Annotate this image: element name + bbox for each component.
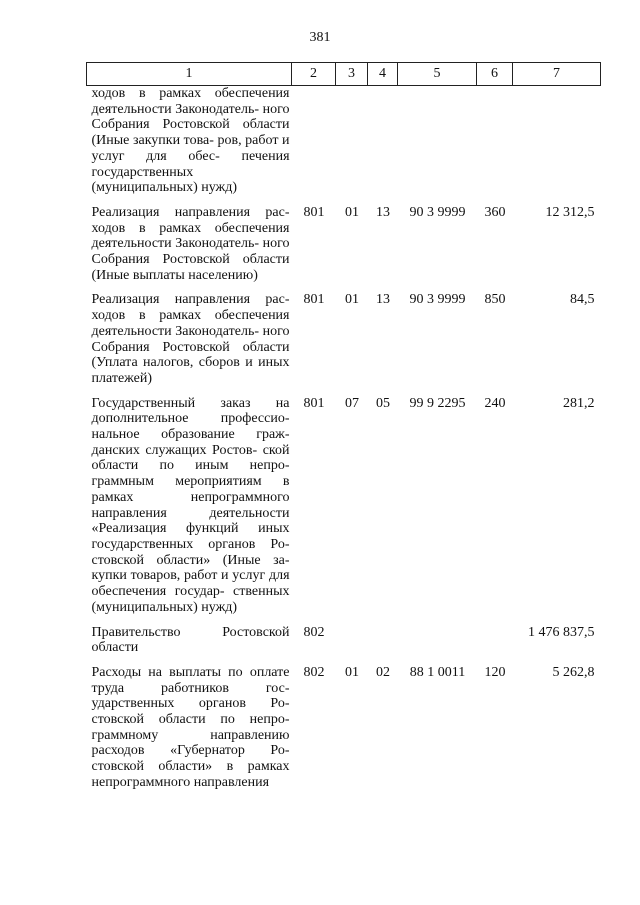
description-line: Реализация направления рас- [91,204,290,220]
row-amount: 1 476 837,5 [528,624,595,640]
row-code-4 [368,86,398,203]
row-code-4 [368,623,398,663]
description-line: непрограммного направления [91,774,270,790]
description-line: граммным мероприятиям в [91,474,290,490]
description-line: Расходы на выплаты по [91,664,243,680]
description-line: ного Собрания Ростовской [91,323,290,355]
row-code-5 [398,623,477,663]
description-line: «Реализация функций иных [91,521,290,537]
table-body [87,86,601,798]
description-line: нальное образование граж- [91,427,290,443]
description-line: печения государственных [91,148,290,180]
description-line: Правительство Ростовской [91,624,290,640]
description-line: купки товаров, работ и услуг [91,568,266,584]
description-line: дополнительное профессио- [91,411,290,427]
row-code-3: 01 [345,664,359,680]
row-description [87,394,292,623]
row-amount: 5 262,8 [552,664,595,680]
header-col-5: 5 [398,63,477,86]
row-code-5: 90 3 9999 [409,204,466,220]
row-code-6 [477,86,513,203]
row-code-2: 802 [303,664,325,680]
table-row [87,290,601,393]
row-amount: 84,5 [570,292,595,308]
description-line: ударственных органов Ро- [91,696,290,712]
description-line: нужд) [201,599,238,615]
description-line: ров, работ и услуг для обес- [91,133,290,164]
row-code-2: 801 [303,395,325,411]
row-code-2: 801 [303,292,325,308]
description-line: ской области по иным непро- [91,442,290,474]
description-line: оплате труда работников гос- [91,664,290,696]
row-code-4: 02 [376,664,390,680]
description-line: для обеспечения государ- [91,568,290,600]
row-description [87,86,292,203]
row-code-6: 120 [484,664,506,680]
description-line: деятельности Законодатель- [91,101,259,117]
description-line: граммному направлению [91,727,290,743]
header-col-6: 6 [477,63,513,86]
description-line: (муниципальных) нужд) [91,180,238,196]
row-amount: 12 312,5 [545,204,595,220]
description-line: ного Собрания Ростовской [91,101,290,133]
row-code-3 [336,623,368,663]
description-line: области (Иные выплаты [91,252,290,283]
row-code-5: 90 3 9999 [409,292,466,308]
description-line: ного Собрания Ростовской [91,236,290,268]
row-code-2 [292,86,336,203]
row-code-3: 01 [345,292,359,308]
table-row [87,394,601,623]
description-line: деятельности Законодатель- [91,323,259,339]
budget-table [86,62,601,798]
description-line: ходов в рамках обеспечения [91,220,290,236]
table-row [87,623,601,663]
row-amount [513,86,601,203]
row-code-3 [336,86,368,203]
header-row [87,63,601,86]
description-line: Государственный заказ на [91,395,290,411]
description-line: сборов и иных платежей) [91,355,290,386]
row-code-5 [398,86,477,203]
row-code-5: 99 9 2295 [409,395,466,411]
row-code-4: 13 [376,204,390,220]
row-code-4: 13 [376,292,390,308]
table-header [87,63,601,86]
row-code-2: 801 [303,204,325,220]
header-col-3: 3 [336,63,368,86]
row-code-3: 01 [345,204,359,220]
row-code-6: 240 [484,395,506,411]
description-line: области (Иные закупки това- [91,117,290,149]
description-line: государственных органов Ро- [91,536,290,552]
row-code-6: 360 [484,204,506,220]
row-description [87,623,292,663]
header-col-7: 7 [513,63,601,86]
table-row [87,203,601,291]
row-code-2: 802 [303,624,325,640]
page-number: 381 [309,30,331,45]
table-row [87,663,601,798]
header-col-1: 1 [87,63,292,86]
description-line: направления деятельности [91,505,290,521]
row-amount: 281,2 [563,395,595,411]
row-code-6: 850 [484,292,506,308]
row-code-6 [477,623,513,663]
description-line: ходов в рамках обеспечения [91,308,290,324]
table-row [87,86,601,203]
description-line: стовской области по непро- [91,712,290,728]
description-line: деятельности Законодатель- [91,236,259,252]
description-line: рамках непрограммного [91,489,290,505]
row-code-4: 05 [376,395,390,411]
row-code-5: 88 1 0011 [409,664,466,680]
header-col-2: 2 [292,63,336,86]
row-description [87,203,292,291]
row-description [87,290,292,393]
description-line: стовской области» (Иные за- [91,552,290,568]
description-line: области (Уплата налогов, [91,339,290,371]
header-col-4: 4 [368,63,398,86]
description-line: ственных (муниципальных) [91,584,290,615]
description-line: Реализация направления рас- [91,292,290,308]
description-line: расходов «Губернатор Ро- [91,743,290,759]
description-line: области [91,640,139,656]
description-line: населению) [188,267,258,283]
description-line: стовской области» в рамках [91,759,290,775]
description-line: ходов в рамках обеспечения [91,86,290,101]
row-description [87,663,292,798]
description-line: данских служащих Ростов- [91,442,258,458]
row-code-3: 07 [345,395,359,411]
